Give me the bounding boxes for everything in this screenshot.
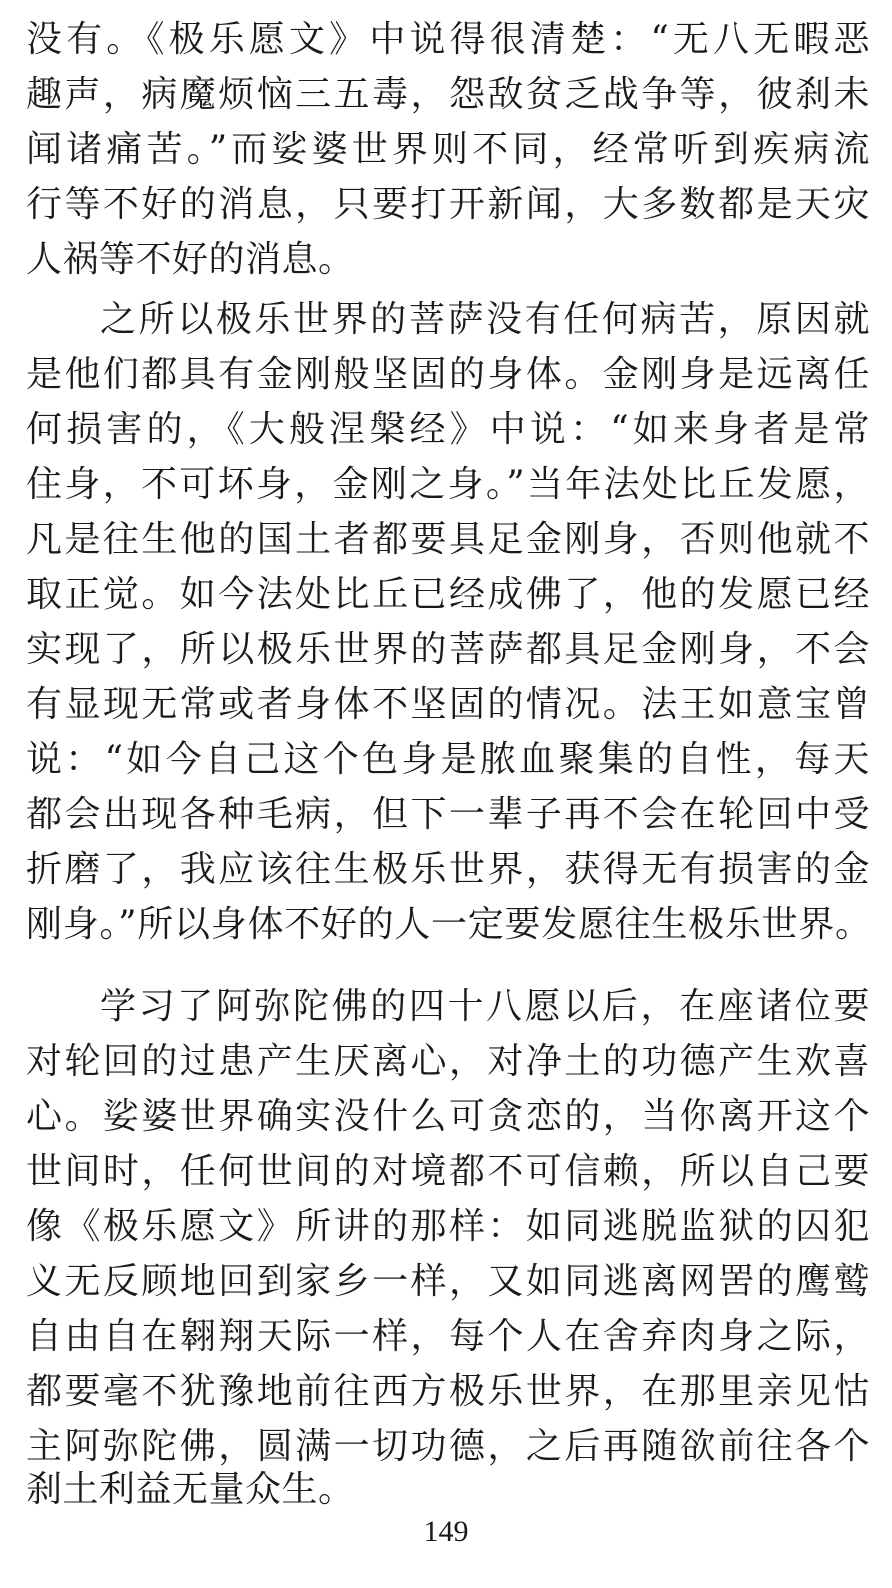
text-line: 都会出现各种毛病，但下一辈子再不会在轮回中受 (26, 794, 870, 835)
text-line: 趣声，病魔烦恼三五毒，怨敌贫乏战争等，彼刹未 (26, 74, 870, 115)
text-line: 实现了，所以极乐世界的菩萨都具足金刚身，不会 (26, 629, 870, 670)
text-line: 像《极乐愿文》所讲的那样：如同逃脱监狱的囚犯 (26, 1206, 870, 1247)
text-line: 学习了阿弥陀佛的四十八愿以后，在座诸位要 (100, 986, 870, 1027)
text-line: 行等不好的消息，只要打开新闻，大多数都是天灾 (26, 184, 870, 225)
text-line: 之所以极乐世界的菩萨没有任何病苦，原因就 (100, 299, 870, 340)
text-line: 自由自在翱翔天际一样，每个人在舍弃肉身之际， (26, 1316, 870, 1357)
text-line: 何损害的，《大般涅槃经》中说：“如来身者是常 (26, 409, 870, 450)
text-line: 有显现无常或者身体不坚固的情况。法王如意宝曾 (26, 684, 870, 725)
text-line: 心。娑婆世界确实没什么可贪恋的，当你离开这个 (26, 1096, 870, 1137)
text-line: 没有。《极乐愿文》中说得很清楚：“无八无暇恶 (26, 19, 870, 60)
text-line: 刚身。”所以身体不好的人一定要发愿往生极乐世界。 (26, 904, 870, 945)
text-line: 折磨了，我应该往生极乐世界，获得无有损害的金 (26, 849, 870, 890)
text-line: 义无反顾地回到家乡一样，又如同逃离网罟的鹰鹫 (26, 1261, 870, 1302)
text-line: 闻诸痛苦。”而娑婆世界则不同，经常听到疾病流 (26, 129, 870, 170)
text-line: 说：“如今自己这个色身是脓血聚集的自性，每天 (26, 739, 870, 780)
text-line: 是他们都具有金刚般坚固的身体。金刚身是远离任 (26, 354, 870, 395)
text-line: 世间时，任何世间的对境都不可信赖，所以自己要 (26, 1151, 870, 1192)
text-line: 主阿弥陀佛，圆满一切功德，之后再随欲前往各个 (26, 1426, 870, 1467)
text-line: 人祸等不好的消息。 (26, 239, 355, 280)
text-line: 凡是往生他的国土者都要具足金刚身，否则他就不 (26, 519, 870, 560)
text-line: 住身，不可坏身，金刚之身。”当年法处比丘发愿， (26, 464, 870, 505)
text-line: 取正觉。如今法处比丘已经成佛了，他的发愿已经 (26, 574, 870, 615)
text-line: 对轮回的过患产生厌离心，对净土的功德产生欢喜 (26, 1041, 870, 1082)
page-number: 149 (423, 1515, 469, 1548)
text-line: 刹土利益无量众生。 (26, 1469, 355, 1510)
text-line: 都要毫不犹豫地前往西方极乐世界，在那里亲见怙 (26, 1371, 870, 1412)
